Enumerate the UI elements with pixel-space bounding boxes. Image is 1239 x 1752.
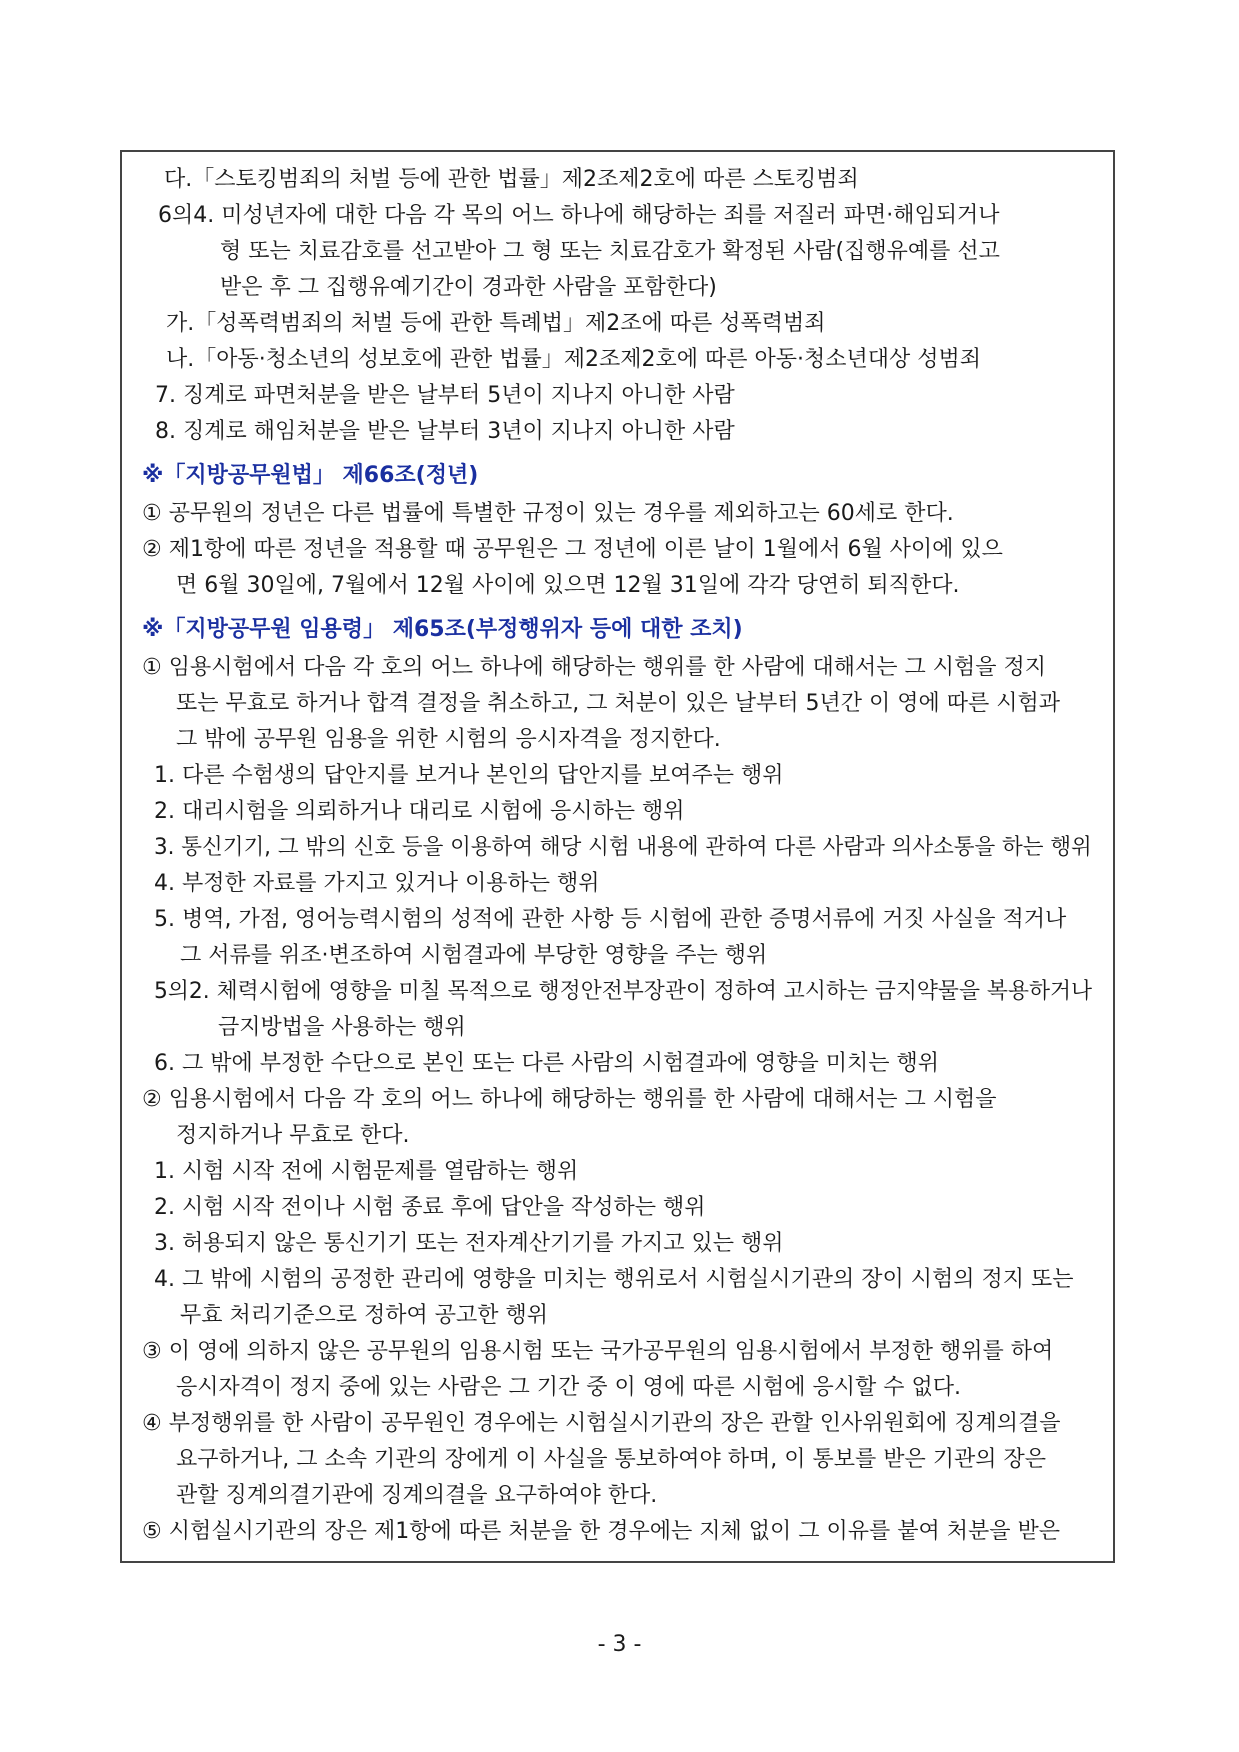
text-line: 면 6월 30일에, 7월에서 12월 사이에 있으면 12월 31일에 각각 당연히 퇴직한다. <box>176 573 960 598</box>
page-number: - 3 - <box>597 1632 642 1657</box>
text-line: 그 밖에 공무원 임용을 위한 시험의 응시자격을 정지한다. <box>176 727 721 752</box>
text-line: 다.「스토킹범죄의 처벌 등에 관한 법률」제2조제2호에 따른 스토킹범죄 <box>164 167 859 192</box>
text-line: 받은 후 그 집행유예기간이 경과한 사람을 포함한다) <box>220 275 717 300</box>
text-line: 3. 통신기기, 그 밖의 신호 등을 이용하여 해당 시험 내용에 관하여 다른 사람과 의사소통을 하는 행위 <box>154 835 1092 860</box>
text-line: 요구하거나, 그 소속 기관의 장에게 이 사실을 통보하여야 하며, 이 통보를 받은 기관의 장은 <box>176 1447 1046 1472</box>
text-line: ② 제1항에 따른 정년을 적용할 때 공무원은 그 정년에 이른 날이 1월에서 6월 사이에 있으 <box>142 537 1003 562</box>
section-heading: ※「지방공무원법」 제66조(정년) <box>142 463 479 488</box>
text-line: 금지방법을 사용하는 행위 <box>218 1015 466 1040</box>
content-box <box>120 150 1115 1563</box>
text-line: 또는 무효로 하거나 합격 결정을 취소하고, 그 처분이 있은 날부터 5년간 이 영에 따른 시험과 <box>176 691 1060 716</box>
text-line: ② 임용시험에서 다음 각 호의 어느 하나에 해당하는 행위를 한 사람에 대해서는 그 시험을 <box>142 1087 997 1112</box>
text-line: ⑤ 시험실시기관의 장은 제1항에 따른 처분을 한 경우에는 지체 없이 그 이유를 붙여 처분을 받은 <box>142 1519 1060 1544</box>
text-line: 관할 징계의결기관에 징계의결을 요구하여야 한다. <box>176 1483 658 1508</box>
text-line: 4. 부정한 자료를 가지고 있거나 이용하는 행위 <box>154 871 600 896</box>
text-line: ③ 이 영에 의하지 않은 공무원의 임용시험 또는 국가공무원의 임용시험에서 부정한 행위를 하여 <box>142 1339 1054 1364</box>
text-line: 1. 시험 시작 전에 시험문제를 열람하는 행위 <box>154 1159 579 1184</box>
text-line: 5의2. 체력시험에 영향을 미칠 목적으로 행정안전부장관이 정하여 고시하는 금지약물을 복용하거나 <box>154 979 1093 1004</box>
text-line: 8. 징계로 해임처분을 받은 날부터 3년이 지나지 아니한 사람 <box>155 419 735 444</box>
text-line: ④ 부정행위를 한 사람이 공무원인 경우에는 시험실시기관의 장은 관할 인사위원회에 징계의결을 <box>142 1411 1061 1436</box>
text-line: 5. 병역, 가점, 영어능력시험의 성적에 관한 사항 등 시험에 관한 증명서류에 거짓 사실을 적거나 <box>154 907 1067 932</box>
text-line: 응시자격이 정지 중에 있는 사람은 그 기간 중 이 영에 따른 시험에 응시할 수 없다. <box>176 1375 961 1400</box>
section-heading: ※「지방공무원 임용령」 제65조(부정행위자 등에 대한 조치) <box>142 617 743 642</box>
text-line: 3. 허용되지 않은 통신기기 또는 전자계산기기를 가지고 있는 행위 <box>154 1231 784 1256</box>
text-line: 나.「아동·청소년의 성보호에 관한 법률」제2조제2호에 따른 아동·청소년대상 성범죄 <box>166 347 981 372</box>
text-line: 무효 처리기준으로 정하여 공고한 행위 <box>180 1303 549 1328</box>
text-line: 6의4. 미성년자에 대한 다음 각 목의 어느 하나에 해당하는 죄를 저질러 파면·해임되거나 <box>158 203 1000 228</box>
text-line: 1. 다른 수험생의 답안지를 보거나 본인의 답안지를 보여주는 행위 <box>154 763 784 788</box>
text-line: ① 임용시험에서 다음 각 호의 어느 하나에 해당하는 행위를 한 사람에 대해서는 그 시험을 정지 <box>142 655 1046 680</box>
text-line: 2. 시험 시작 전이나 시험 종료 후에 답안을 작성하는 행위 <box>154 1195 706 1220</box>
text-line: 4. 그 밖에 시험의 공정한 관리에 영향을 미치는 행위로서 시험실시기관의 장이 시험의 정지 또는 <box>154 1267 1074 1292</box>
text-line: 그 서류를 위조·변조하여 시험결과에 부당한 영향을 주는 행위 <box>180 943 768 968</box>
text-line: 2. 대리시험을 의뢰하거나 대리로 시험에 응시하는 행위 <box>154 799 685 824</box>
text-line: 6. 그 밖에 부정한 수단으로 본인 또는 다른 사람의 시험결과에 영향을 미치는 행위 <box>154 1051 939 1076</box>
text-line: 7. 징계로 파면처분을 받은 날부터 5년이 지나지 아니한 사람 <box>155 383 735 408</box>
text-line: 가.「성폭력범죄의 처벌 등에 관한 특례법」제2조에 따른 성폭력범죄 <box>166 311 826 336</box>
text-line: 형 또는 치료감호를 선고받아 그 형 또는 치료감호가 확정된 사람(집행유예를 선고 <box>220 239 1000 264</box>
text-line: ① 공무원의 정년은 다른 법률에 특별한 규정이 있는 경우를 제외하고는 60세로 한다. <box>142 501 954 526</box>
text-line: 정지하거나 무효로 한다. <box>176 1123 410 1148</box>
